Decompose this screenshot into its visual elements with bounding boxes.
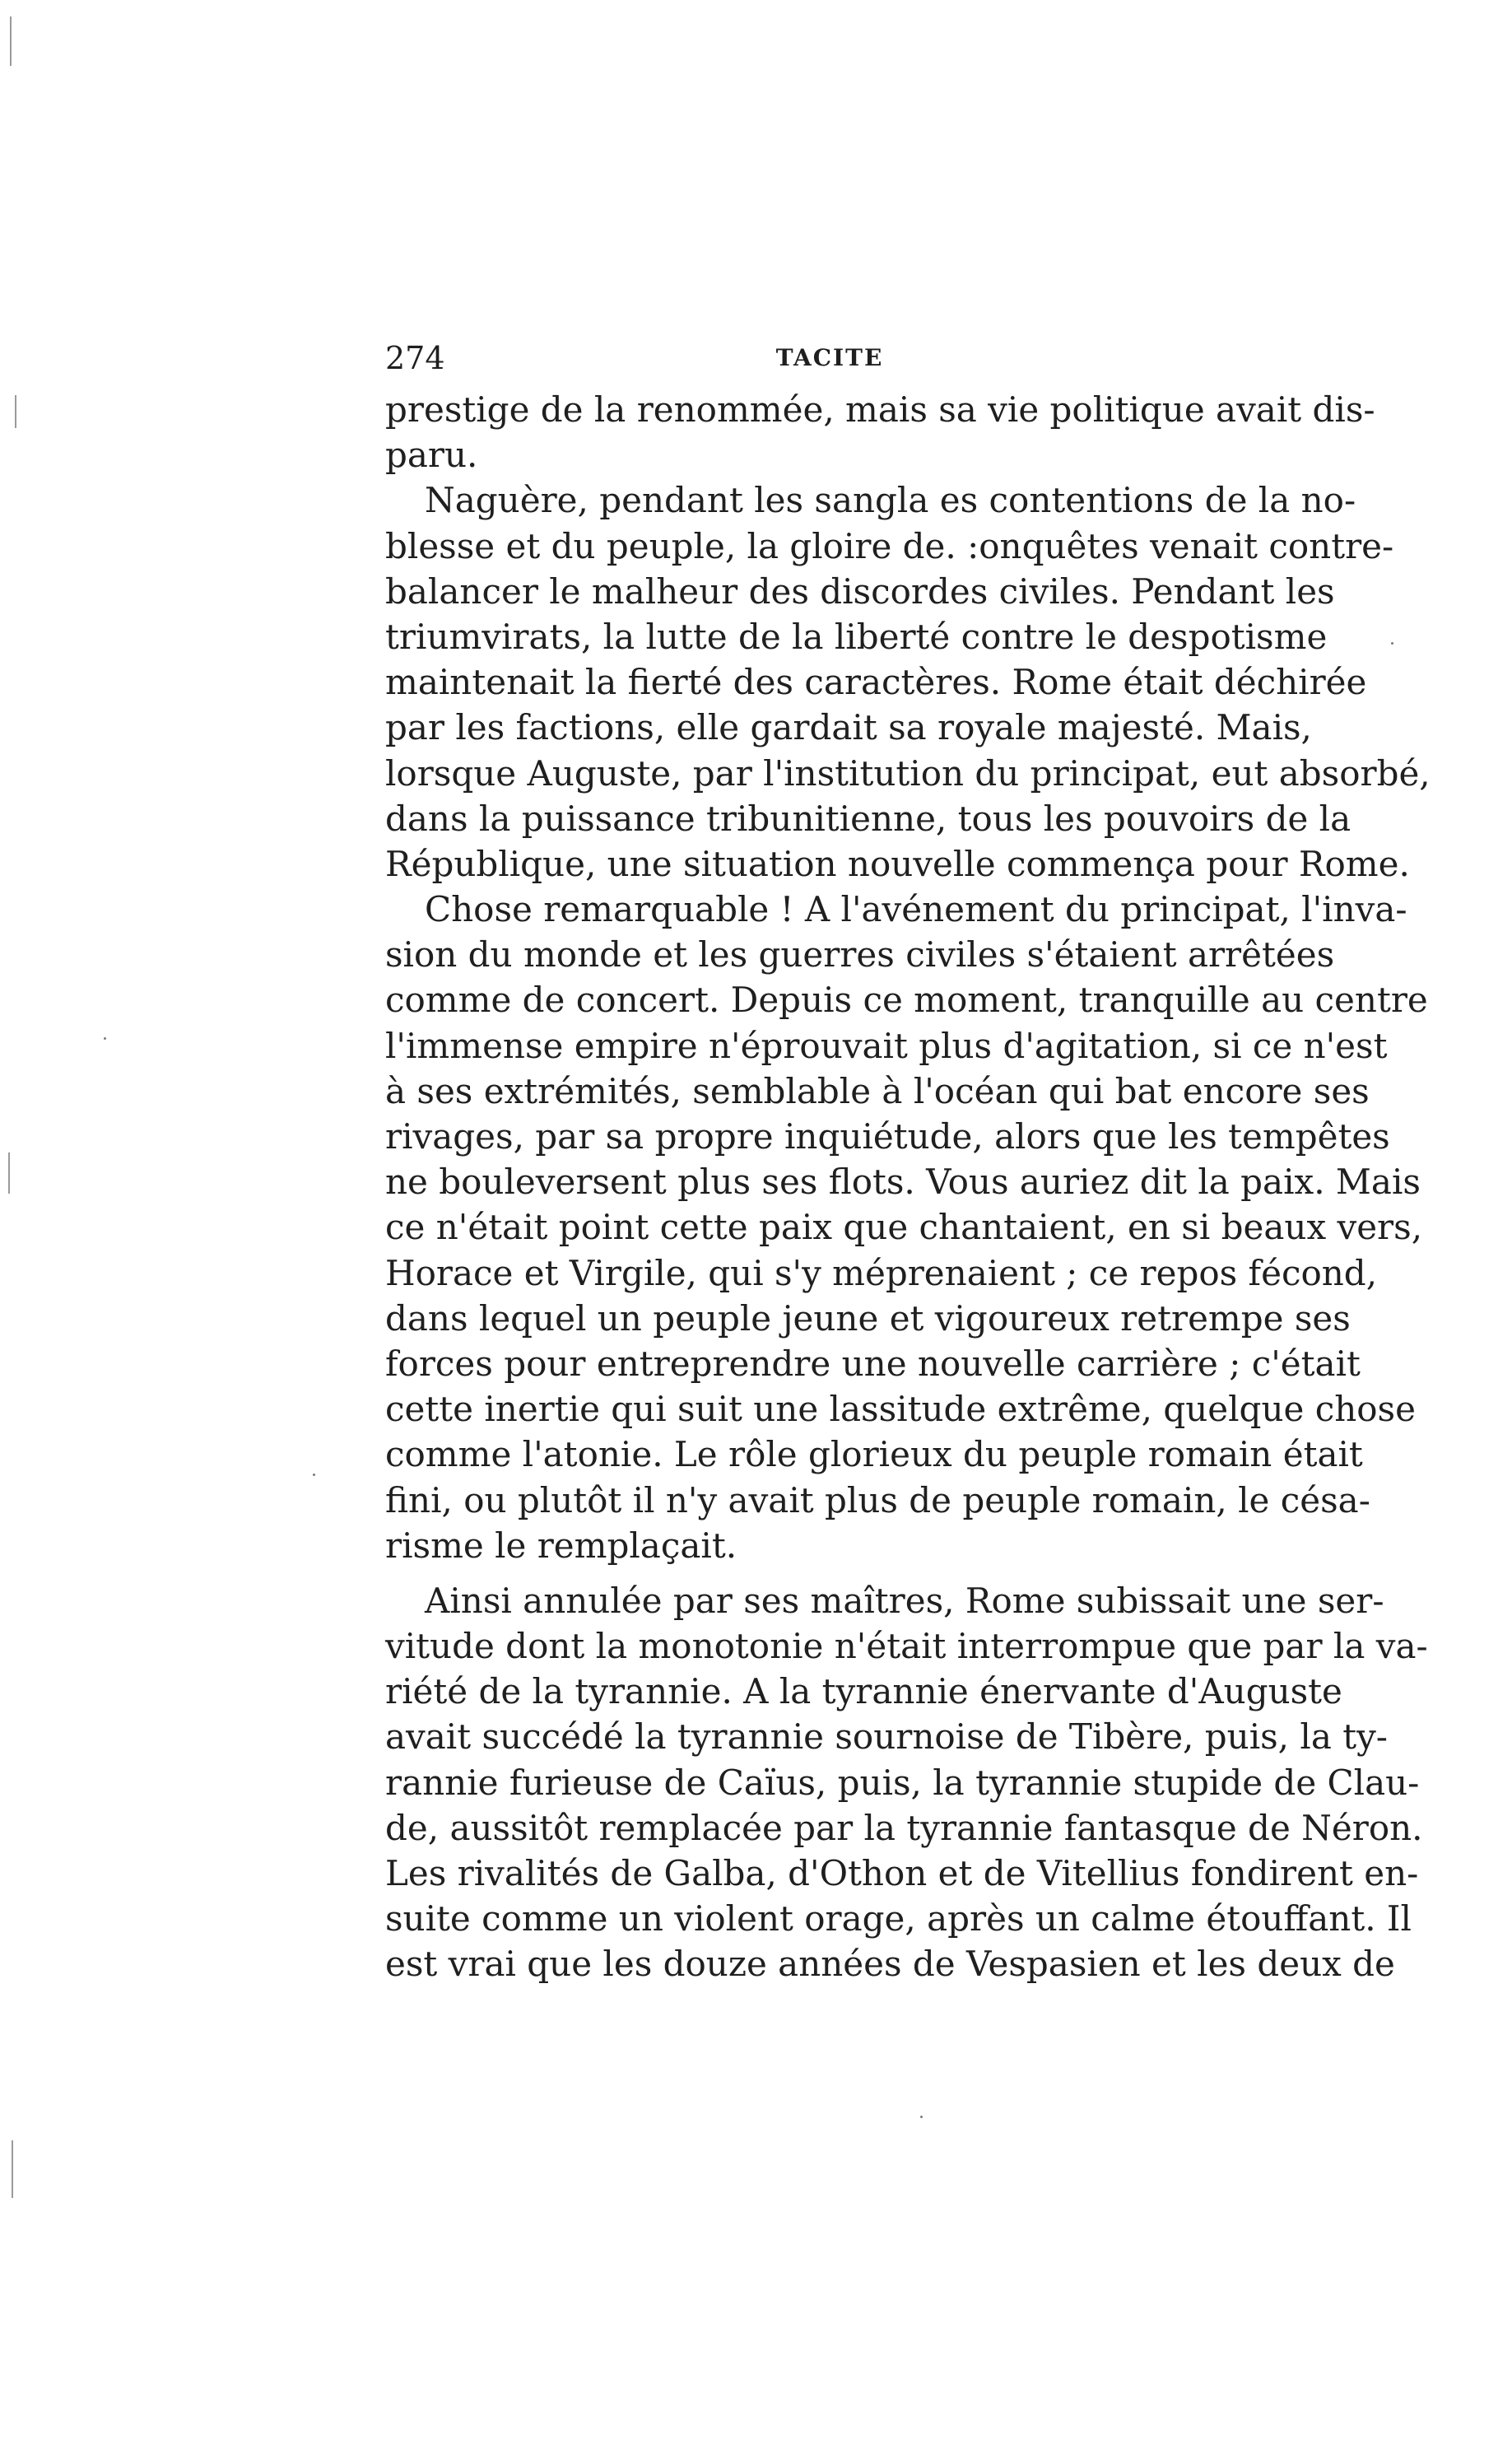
text-line: Horace et Virgile, qui s'y méprenaient ; ce repos fécond, [385, 1252, 1378, 1293]
text-line: dans lequel un peuple jeune et vigoureux retrempe ses [385, 1297, 1351, 1339]
text-line: forces pour entreprendre une nouvelle carrière ; c'était [385, 1343, 1361, 1384]
text-line: comme l'atonie. Le rôle glorieux du peuple romain était [385, 1434, 1363, 1475]
paragraph-gap [385, 1568, 1282, 1578]
text-line: balancer le malheur des discordes civiles. Pendant les [385, 570, 1335, 612]
text-line: suite comme un violent orage, après un calme étouffant. Il [385, 1898, 1412, 1939]
text-line: de, aussitôt remplacée par la tyrannie fantasque de Néron. [385, 1807, 1423, 1848]
text-line: République, une situation nouvelle commença pour Rome. [385, 843, 1410, 884]
running-head: TACITE [775, 344, 884, 371]
scan-speck [313, 1474, 315, 1476]
scan-edge-mark [12, 2140, 13, 2198]
page-header [385, 333, 1282, 383]
text-line: sion du monde et les guerres civiles s'étaient arrêtées [385, 934, 1335, 976]
scan-speck [920, 2116, 923, 2118]
text-line: dans la puissance tribunitienne, tous les pouvoirs de la [385, 798, 1351, 839]
text-line: Les rivalités de Galba, d'Othon et de Vitellius fondirent en- [385, 1853, 1419, 1893]
scan-edge-mark [15, 395, 16, 428]
text-line: rannie furieuse de Caïus, puis, la tyrannie stupide de Clau- [385, 1762, 1420, 1803]
text-line: prestige de la renommée, mais sa vie politique avait dis- [385, 389, 1375, 430]
scan-edge-mark [8, 1152, 10, 1194]
text-line: ce n'était point cette paix que chantaient, en si beaux vers, [385, 1207, 1423, 1248]
text-line: maintenait la fierté des caractères. Rome était déchirée [385, 662, 1367, 703]
text-line: par les factions, elle gardait sa royale majesté. Mais, [385, 707, 1312, 748]
text-line: Naguère, pendant les sangla es contentions de la no- [425, 480, 1356, 521]
text-line: lorsque Auguste, par l'institution du principat, eut absorbé, [385, 752, 1431, 794]
text-line: avait succédé la tyrannie sournoise de Tibère, puis, la ty- [385, 1716, 1388, 1758]
scan-speck [104, 1037, 106, 1040]
text-line: Ainsi annulée par ses maîtres, Rome subissait une ser- [425, 1580, 1384, 1621]
text-line: riété de la tyrannie. A la tyrannie énervante d'Auguste [385, 1671, 1342, 1712]
text-line: comme de concert. Depuis ce moment, tranquille au centre [385, 980, 1428, 1021]
text-line: l'immense empire n'éprouvait plus d'agitation, si ce n'est [385, 1025, 1388, 1066]
text-line: fini, ou plutôt il n'y avait plus de peuple romain, le césa- [385, 1479, 1370, 1520]
text-line: Chose remarquable ! A l'avénement du principat, l'inva- [425, 889, 1407, 930]
text-line: ne bouleversent plus ses flots. Vous auriez dit la paix. Mais [385, 1162, 1421, 1203]
text-line: cette inertie qui suit une lassitude extrême, quelque chose [385, 1389, 1416, 1430]
scan-speck [1391, 642, 1393, 645]
text-line: risme le remplaçait. [385, 1525, 737, 1566]
scan-edge-mark [10, 16, 12, 66]
text-line: rivages, par sa propre inquiétude, alors que les tempêtes [385, 1116, 1390, 1157]
page-number: 274 [385, 340, 445, 376]
text-line: est vrai que les douze années de Vespasien et les deux de [385, 1944, 1395, 1985]
text-line: triumvirats, la lutte de la liberté contre le despotisme [385, 616, 1328, 657]
text-line: blesse et du peuple, la gloire de. :onquêtes venait contre- [385, 525, 1394, 566]
text-line: paru. [385, 435, 478, 476]
body-text [385, 387, 1431, 1987]
text-line: vitude dont la monotonie n'était interrompue que par la va- [385, 1626, 1428, 1667]
text-line: à ses extrémités, semblable à l'océan qui bat encore ses [385, 1070, 1370, 1111]
